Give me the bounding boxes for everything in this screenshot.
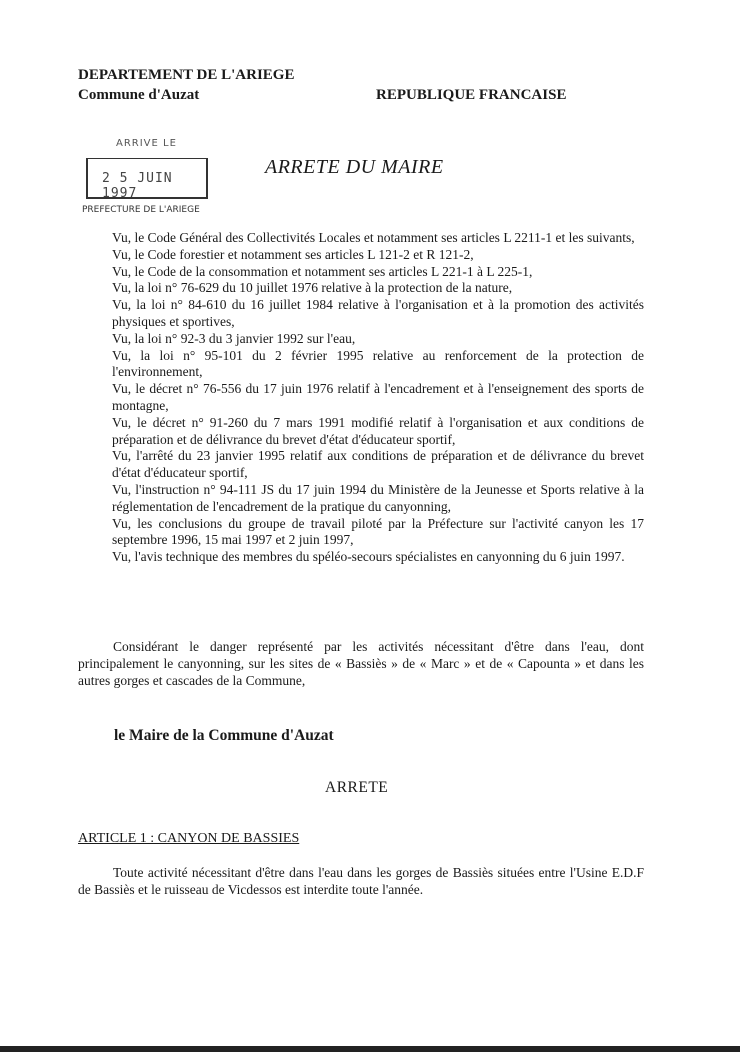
republic-heading: REPUBLIQUE FRANCAISE	[376, 87, 567, 103]
stamp-arrival-label: ARRIVE LE	[116, 138, 177, 149]
stamp-date: 2 5 JUIN 1997	[102, 171, 173, 201]
visa-item: Vu, le Code forestier et notamment ses articles L 121-2 et R 121-2,	[112, 246, 474, 262]
department-heading: DEPARTEMENT DE L'ARIEGE	[78, 67, 295, 83]
arrete-heading: ARRETE	[325, 779, 389, 796]
visa-item: Vu, le décret n° 76-556 du 17 juin 1976 relatif à l'encadrement et à l'enseignement des sports de montagne,	[112, 381, 644, 413]
visa-item: Vu, les conclusions du groupe de travail piloté par la Préfecture sur l'activité canyon les 17 septembre 1996, 15 mai 1997 et 2 juin 1997,	[112, 515, 644, 548]
visa-item: Vu, le décret n° 91-260 du 7 mars 1991 modifié relatif à l'organisation et aux conditions de préparation et de délivrance du brevet d'état d'éducateur sportif,	[112, 414, 644, 447]
visa-item: Vu, la loi n° 95-101 du 2 février 1995 relative au renforcement de la protection de l'environnement,	[112, 347, 644, 380]
scan-edge-bar	[0, 1046, 740, 1052]
visa-item: Vu, le Code Général des Collectivités Locales et notamment ses articles L 2211-1 et les suivants,	[112, 230, 635, 245]
visa-item: Vu, la loi n° 76-629 du 10 juillet 1976 relative à la protection de la nature,	[112, 280, 513, 296]
visas-list	[112, 230, 644, 566]
article-1-title: ARTICLE 1 : CANYON DE BASSIES	[78, 831, 300, 846]
article-1-text: Toute activité nécessitant d'être dans l'eau dans les gorges de Bassiès situées entre l'Usine E.D.F de Bassiès et le ruisseau de Vicdessos est interdite toute l'année.	[78, 865, 644, 897]
visa-item: Vu, l'instruction n° 94-111 JS du 17 juin 1994 du Ministère de la Jeunesse et Sports relative à la réglementation de l'encadrement de la pratique du canyonning,	[112, 481, 644, 514]
visa-item: Vu, l'arrêté du 23 janvier 1995 relatif aux conditions de préparation et de délivrance du brevet d'état d'éducateur sportif,	[112, 448, 644, 481]
visa-item: Vu, la loi n° 84-610 du 16 juillet 1984 relative à l'organisation et à la promotion des activités physiques et sportives,	[112, 297, 644, 329]
visa-item: Vu, l'avis technique des membres du spéléo-secours spécialistes en canyonning du 6 juin 1997.	[112, 549, 625, 565]
stamp-date-box	[86, 158, 208, 199]
visa-item: Vu, le Code de la consommation et notamment ses articles L 221-1 à L 225-1,	[112, 263, 533, 279]
document-title: ARRETE DU MAIRE	[265, 156, 444, 178]
visa-item: Vu, la loi n° 92-3 du 3 janvier 1992 sur l'eau,	[112, 330, 356, 346]
considerant-paragraph: Considérant le danger représenté par les activités nécessitant d'être dans l'eau, dont principalement le canyonning, sur les sites de « Bassiès » de « Marc » et de « Capounta » et dans les autres gorges et cascades de la Commune,	[78, 639, 644, 688]
commune-heading: Commune d'Auzat	[78, 87, 200, 103]
mayor-line: le Maire de la Commune d'Auzat	[114, 727, 334, 744]
stamp-prefecture-label: PREFECTURE DE L'ARIEGE	[82, 205, 200, 215]
